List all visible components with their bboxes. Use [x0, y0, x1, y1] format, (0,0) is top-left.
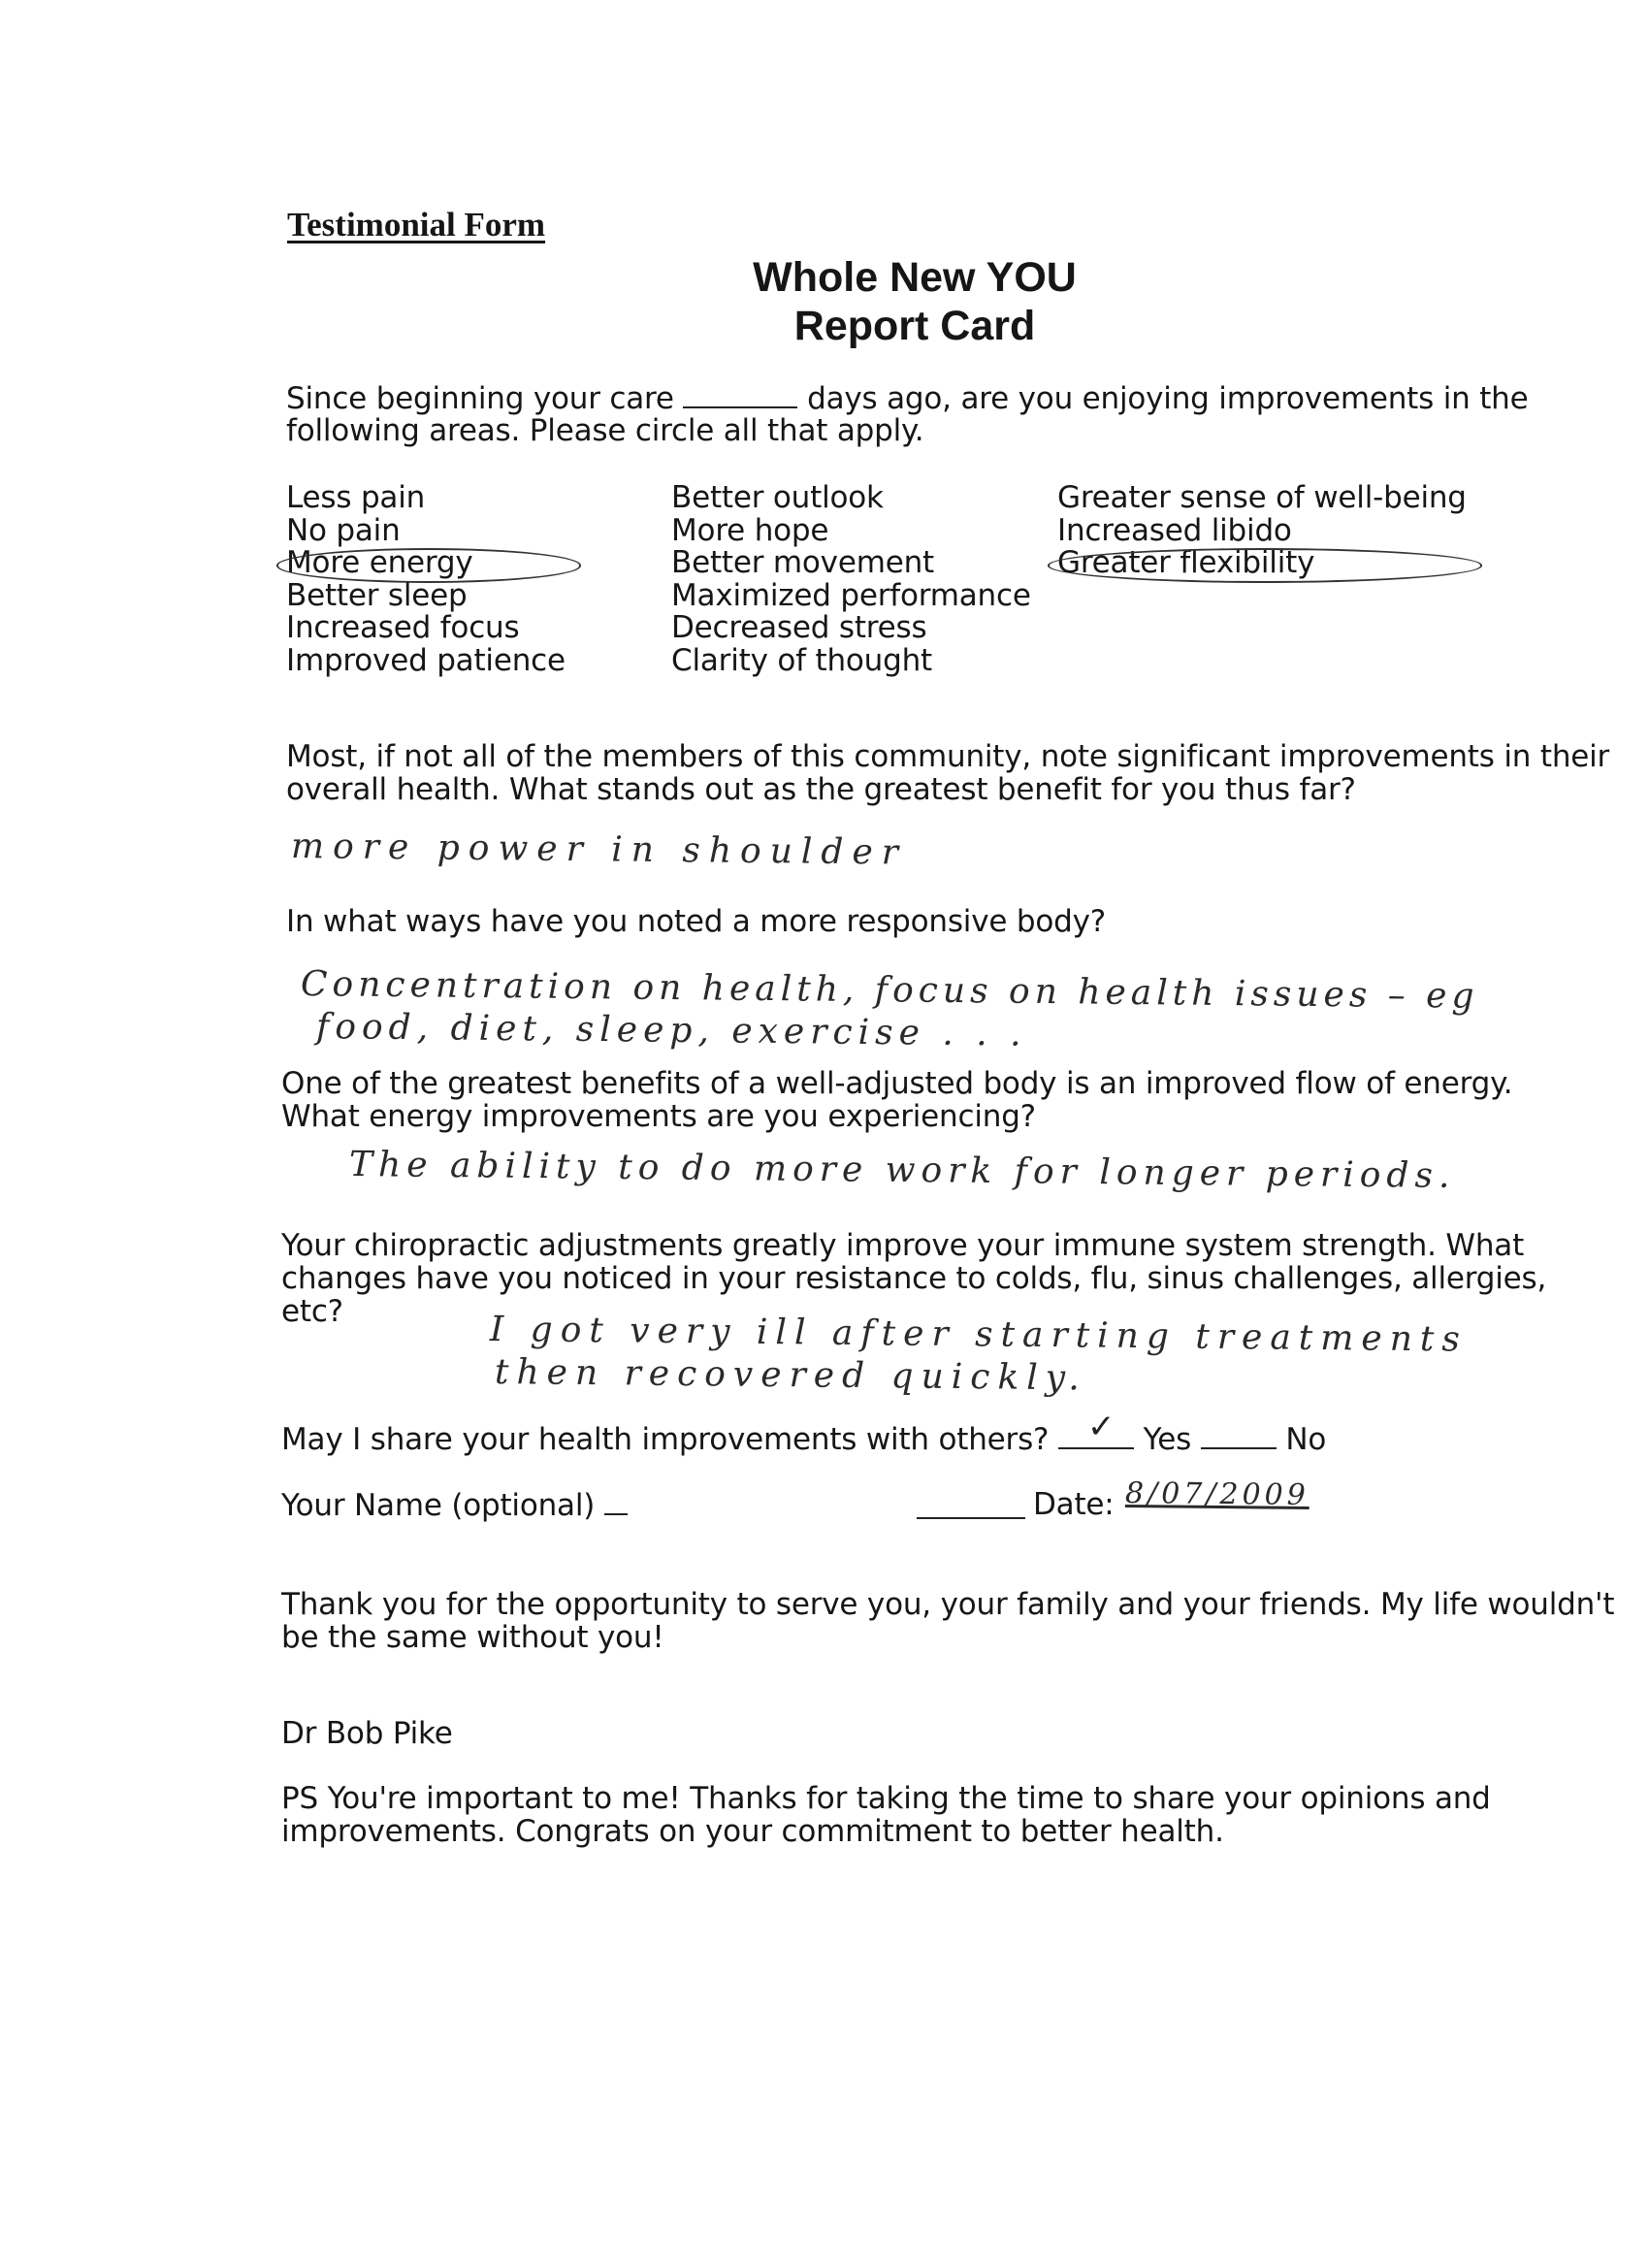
name-blank-field[interactable] [604, 1488, 628, 1515]
intro-line-2: following areas. Please circle all that apply. [286, 413, 924, 448]
areas-column-1 [286, 482, 566, 677]
page-subtitle: Report Card [793, 303, 1036, 349]
q2-handwritten-answer-line-2[interactable]: food, diet, sleep, exercise . . . [315, 1007, 1027, 1054]
area-option-improved-patience[interactable]: Improved patience [286, 642, 566, 678]
intro-line-1 [286, 381, 1529, 415]
q3-line-1: One of the greatest benefits of a well-adjusted body is an improved flow of energy. [281, 1066, 1513, 1101]
q1-line-1: Most, if not all of the members of this community, note significant improvements in their [286, 739, 1610, 774]
page-title: Whole New YOU [753, 254, 1077, 301]
area-option-maximized-performance[interactable]: Maximized performance [671, 577, 1031, 613]
date-label: Date: [1033, 1487, 1115, 1522]
form-label: Testimonial Form [287, 206, 546, 243]
area-option-better-outlook[interactable]: Better outlook [671, 480, 884, 515]
intro-text-after-blank: days ago, are you enjoying improvements in the [807, 381, 1529, 416]
q4-line-1: Your chiropractic adjustments greatly improve your immune system strength. What [281, 1228, 1525, 1263]
q1-handwritten-answer[interactable]: more power in shoulder [290, 826, 908, 873]
area-option-increased-libido[interactable]: Increased libido [1057, 512, 1292, 548]
q4-line-3: etc? [281, 1294, 343, 1329]
date-handwritten-value[interactable]: 8/07/2009 [1124, 1476, 1310, 1512]
area-option-more-hope[interactable]: More hope [671, 512, 829, 548]
area-option-increased-focus[interactable]: Increased focus [286, 610, 520, 645]
areas-column-2 [671, 482, 1031, 677]
q2-handwritten-answer-line-1[interactable]: Concentration on health, focus on health issues – eg [300, 964, 1479, 1017]
area-option-clarity-of-thought[interactable]: Clarity of thought [671, 642, 932, 678]
share-row [281, 1408, 1327, 1457]
q3-handwritten-answer[interactable]: The ability to do more work for longer periods. [348, 1145, 1456, 1196]
q1-line-2: overall health. What stands out as the greatest benefit for you thus far? [286, 772, 1356, 807]
area-option-decreased-stress[interactable]: Decreased stress [671, 610, 927, 645]
areas-column-3 [1057, 482, 1467, 580]
area-option-better-movement[interactable]: Better movement [671, 545, 934, 580]
ps-line-2: improvements. Congrats on your commitment to better health. [281, 1814, 1224, 1849]
q4-handwritten-answer-line-2[interactable]: then recovered quickly. [494, 1352, 1088, 1399]
q3-line-2: What energy improvements are you experiencing? [281, 1099, 1036, 1134]
area-option-better-sleep[interactable]: Better sleep [286, 577, 468, 613]
share-yes-label: Yes [1143, 1422, 1192, 1457]
area-option-less-pain[interactable]: Less pain [286, 480, 426, 515]
q4-line-2: changes have you noticed in your resistance to colds, flu, sinus challenges, allergies, [281, 1261, 1547, 1296]
name-blank-field-end[interactable] [917, 1492, 1025, 1519]
q4-handwritten-answer-line-1[interactable]: I got very ill after starting treatments [489, 1310, 1469, 1360]
intro-text-before-blank: Since beginning your care [286, 381, 674, 416]
closing-line-2: be the same without you! [281, 1620, 664, 1655]
share-yes-blank[interactable] [1058, 1408, 1134, 1449]
area-option-greater-flexibility[interactable]: Greater flexibility [1057, 547, 1467, 580]
days-blank-field[interactable] [683, 381, 797, 408]
checkmark-icon: ✓ [1086, 1408, 1116, 1446]
name-row [281, 1488, 628, 1522]
share-question: May I share your health improvements with others? [281, 1422, 1050, 1457]
area-option-more-energy[interactable]: More energy [286, 547, 566, 580]
closing-line-1: Thank you for the opportunity to serve you, your family and your friends. My life wouldn't [281, 1587, 1615, 1622]
area-option-no-pain[interactable]: No pain [286, 512, 401, 548]
name-label: Your Name (optional) [281, 1488, 596, 1523]
signature: Dr Bob Pike [281, 1716, 453, 1751]
ps-line-1: PS You're important to me! Thanks for taking the time to share your opinions and [281, 1781, 1491, 1816]
area-option-sense-of-well-being[interactable]: Greater sense of well-being [1057, 480, 1467, 515]
share-no-blank[interactable] [1201, 1422, 1277, 1449]
q2-line-1: In what ways have you noted a more responsive body? [286, 904, 1106, 939]
share-no-label: No [1285, 1422, 1327, 1457]
